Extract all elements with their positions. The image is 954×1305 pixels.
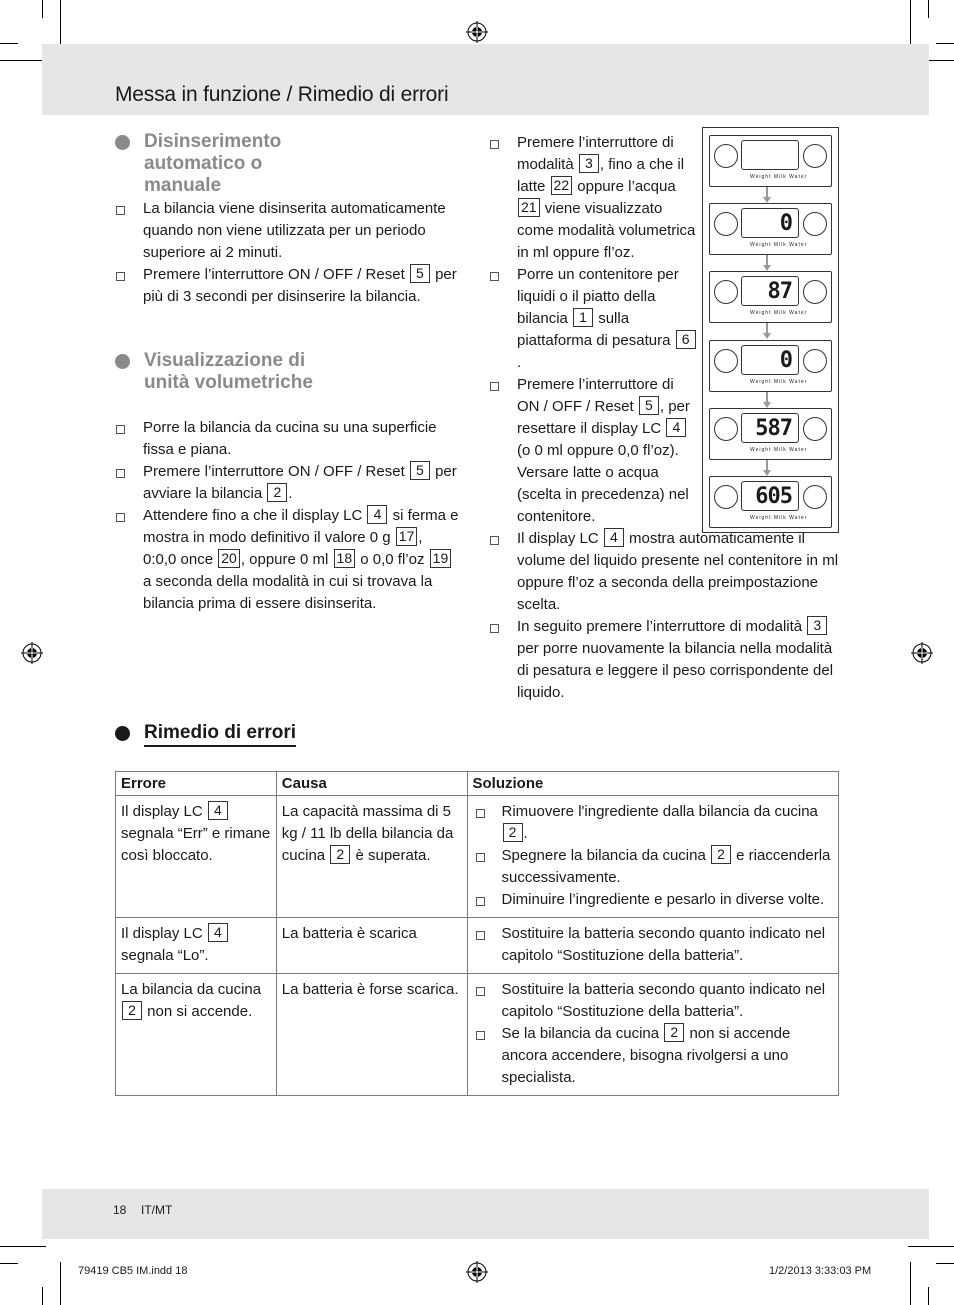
reference-number-box: 4 <box>666 418 686 437</box>
crop-mark <box>0 60 46 61</box>
unit-labels: Weight Milk Water <box>750 379 808 385</box>
column-header-error: Errore <box>116 772 277 796</box>
registration-mark-icon <box>466 1261 488 1283</box>
mode-button-icon <box>803 485 827 509</box>
reference-number-box: 21 <box>518 198 540 217</box>
solution-cell <box>467 974 839 1096</box>
crop-mark <box>60 1262 61 1305</box>
cause-cell: La batteria è forse scarica. <box>276 974 467 1096</box>
table-row <box>116 974 839 1096</box>
on-off-button-icon <box>714 280 738 304</box>
error-cell: Il display LC 4 segnala “Err” e rimane così bloccato. <box>116 796 277 918</box>
reference-number-box: 2 <box>122 1001 142 1020</box>
reference-number-box: 17 <box>396 527 418 546</box>
reference-number-box: 4 <box>367 505 387 524</box>
page-number: 18 <box>113 1203 127 1217</box>
section2-list <box>115 417 460 615</box>
cause-cell: La capacità massima di 5 kg / 11 lb della bilancia da cucina 2 è superata. <box>276 796 467 918</box>
on-off-button-icon <box>714 212 738 236</box>
table-body <box>116 796 839 1096</box>
arrow-down-icon <box>763 460 771 476</box>
crop-mark <box>936 43 954 44</box>
crop-mark <box>0 1263 18 1264</box>
checkbox-square-icon <box>116 206 125 215</box>
checkbox-square-icon <box>490 140 499 149</box>
on-off-button-icon <box>714 349 738 373</box>
arrow-down-icon <box>763 187 771 203</box>
table-header-row <box>116 772 839 796</box>
on-off-button-icon <box>714 144 738 168</box>
list-item: Se la bilancia da cucina 2 non si accende ancora accendere, bisogna rivolgersi a uno specialista. <box>473 1023 834 1089</box>
list-item: Premere l’interruttore di modalità 3 , fino a che il latte 22 oppure l’acqua 21 viene visualizzato come modalità volumetrica in ml oppure fl’oz. <box>489 132 698 264</box>
mode-button-icon <box>803 144 827 168</box>
solution-cell <box>467 918 839 974</box>
unit-labels: Weight Milk Water <box>750 174 808 180</box>
section-heading-troubleshooting <box>115 722 296 747</box>
print-timestamp: 1/2/2013 3:33:03 PM <box>769 1265 872 1277</box>
crop-mark <box>928 0 929 18</box>
list-item: Premere l’interruttore di ON / OFF / Reset 5 , per resettare il display LC 4 (o 0 ml oppure 0,0 fl’oz). Versare latte o acqua (scelta in precedenza) nel contenitore. <box>489 374 698 528</box>
reference-number-box: 2 <box>503 823 523 842</box>
list-item: In seguito premere l’interruttore di modalità 3 per porre nuovamente la bilancia nella modalità di pesatura e leggere il peso corrispondente del liquido. <box>489 616 839 704</box>
reference-number-box: 5 <box>410 461 430 480</box>
list-item: Attendere fino a che il display LC 4 si ferma e mostra in modo definitivo il valore 0 g 17 , 0:0,0 once 20 , oppure 0 ml 18 o 0,0 fl’oz 19 a seconda della modalità in cui si trovava la bilancia prima di essere disinserita. <box>115 505 460 615</box>
list-item: La bilancia viene disinserita automaticamente quando non viene utilizzata per un periodo superiore ai 2 minuti. <box>115 198 460 264</box>
unit-labels: Weight Milk Water <box>750 242 808 248</box>
checkbox-square-icon <box>476 853 485 862</box>
lcd-screen: 605 <box>741 481 799 511</box>
reference-number-box: 4 <box>208 923 228 942</box>
lcd-panel <box>709 203 832 255</box>
error-cell: La bilancia da cucina 2 non si accende. <box>116 974 277 1096</box>
checkbox-square-icon <box>116 469 125 478</box>
troubleshooting-table <box>115 771 839 1096</box>
reference-number-box: 2 <box>664 1023 684 1042</box>
solution-cell <box>467 796 839 918</box>
crop-mark <box>910 1262 911 1305</box>
reference-number-box: 19 <box>430 549 452 568</box>
mode-button-icon <box>803 417 827 441</box>
lcd-panel <box>709 340 832 392</box>
table-row <box>116 918 839 974</box>
reference-number-box: 5 <box>410 264 430 283</box>
crop-mark <box>928 1287 929 1305</box>
table-row <box>116 796 839 918</box>
crop-mark <box>60 0 61 46</box>
section1-list <box>115 198 460 308</box>
language-code: IT/MT <box>141 1203 173 1217</box>
reference-number-box: 2 <box>267 483 287 502</box>
list-item: Premere l’interruttore ON / OFF / Reset 5 per avviare la bilancia 2 . <box>115 461 460 505</box>
lcd-screen: 87 <box>741 276 799 306</box>
section-heading-auto-off <box>115 131 315 197</box>
checkbox-square-icon <box>116 425 125 434</box>
reference-number-box: 20 <box>218 549 240 568</box>
checkbox-square-icon <box>116 513 125 522</box>
checkbox-square-icon <box>490 272 499 281</box>
file-slug: 79419 CB5 IM.indd 18 <box>78 1265 188 1277</box>
lcd-panel <box>709 271 832 323</box>
reference-number-box: 2 <box>330 845 350 864</box>
registration-mark-icon <box>466 21 488 43</box>
reference-number-box: 5 <box>639 396 659 415</box>
crop-mark <box>908 1246 954 1247</box>
mode-button-icon <box>803 349 827 373</box>
lcd-panel <box>709 476 832 528</box>
lcd-screen: 0 <box>741 345 799 375</box>
registration-mark-icon <box>911 642 933 664</box>
on-off-button-icon <box>714 417 738 441</box>
page-title: Messa in funzione / Rimedio di errori <box>115 83 449 106</box>
list-item: Porre un contenitore per liquidi o il piatto della bilancia 1 sulla piattaforma di pesatura 6. <box>489 264 698 374</box>
reference-number-box: 1 <box>573 308 593 327</box>
column-header-solution: Soluzione <box>467 772 839 796</box>
bullet-dot-icon <box>115 726 130 741</box>
lcd-screen: 587 <box>741 413 799 443</box>
mode-button-icon <box>803 280 827 304</box>
bullet-dot-icon <box>115 135 130 150</box>
checkbox-square-icon <box>476 809 485 818</box>
reference-number-box: 4 <box>604 528 624 547</box>
checkbox-square-icon <box>490 536 499 545</box>
list-item: Porre la bilancia da cucina su una superficie fissa e piana. <box>115 417 460 461</box>
unit-labels: Weight Milk Water <box>750 515 808 521</box>
lcd-screen <box>741 140 799 170</box>
checkbox-square-icon <box>476 1031 485 1040</box>
bullet-dot-icon <box>115 354 130 369</box>
reference-number-box: 18 <box>334 549 356 568</box>
error-cell: Il display LC 4 segnala “Lo”. <box>116 918 277 974</box>
column-header-cause: Causa <box>276 772 467 796</box>
arrow-down-icon <box>763 255 771 271</box>
reference-number-box: 3 <box>807 616 827 635</box>
section-title: Rimedio di errori <box>144 722 296 747</box>
scale-display-figure <box>702 127 839 533</box>
reference-number-box: 2 <box>711 845 731 864</box>
registration-mark-icon <box>21 642 43 664</box>
section-title: Disinserimento automatico o manuale <box>144 131 282 196</box>
list-item: Sostituire la batteria secondo quanto indicato nel capitolo “Sostituzione della batteria”. <box>473 923 834 967</box>
checkbox-square-icon <box>476 931 485 940</box>
reference-number-box: 6 <box>676 330 696 349</box>
arrow-down-icon <box>763 323 771 339</box>
list-item: Sostituire la batteria secondo quanto indicato nel capitolo “Sostituzione della batteria”. <box>473 979 834 1023</box>
section-title: Visualizzazione di unità volumetriche <box>144 350 313 393</box>
footer-band <box>42 1189 929 1239</box>
list-item: Premere l’interruttore ON / OFF / Reset 5 per più di 3 secondi per disinserire la bilancia. <box>115 264 460 308</box>
crop-mark <box>936 1263 954 1264</box>
crop-mark <box>0 43 18 44</box>
cause-cell: La batteria è scarica <box>276 918 467 974</box>
section-heading-volume-units <box>115 350 335 394</box>
crop-mark <box>42 0 43 18</box>
crop-mark <box>42 1287 43 1305</box>
list-item: Spegnere la bilancia da cucina 2 e riaccenderla successivamente. <box>473 845 834 889</box>
checkbox-square-icon <box>116 272 125 281</box>
unit-labels: Weight Milk Water <box>750 447 808 453</box>
reference-number-box: 22 <box>551 176 573 195</box>
list-item: Diminuire l’ingrediente e pesarlo in diverse volte. <box>473 889 834 911</box>
on-off-button-icon <box>714 485 738 509</box>
checkbox-square-icon <box>490 382 499 391</box>
crop-mark <box>0 1246 46 1247</box>
checkbox-square-icon <box>490 624 499 633</box>
mode-button-icon <box>803 212 827 236</box>
unit-labels: Weight Milk Water <box>750 310 808 316</box>
crop-mark <box>910 0 911 46</box>
reference-number-box: 3 <box>579 154 599 173</box>
arrow-down-icon <box>763 392 771 408</box>
lcd-panel <box>709 408 832 460</box>
checkbox-square-icon <box>476 897 485 906</box>
checkbox-square-icon <box>476 987 485 996</box>
list-item: Il display LC 4 mostra automaticamente il volume del liquido presente nel contenitore in ml oppure fl’oz a seconda della preimpostazione scelta. <box>489 528 839 616</box>
reference-number-box: 4 <box>208 801 228 820</box>
lcd-screen: 0 <box>741 208 799 238</box>
lcd-panel <box>709 135 832 187</box>
list-item: Rimuovere l'ingrediente dalla bilancia da cucina 2 . <box>473 801 834 845</box>
